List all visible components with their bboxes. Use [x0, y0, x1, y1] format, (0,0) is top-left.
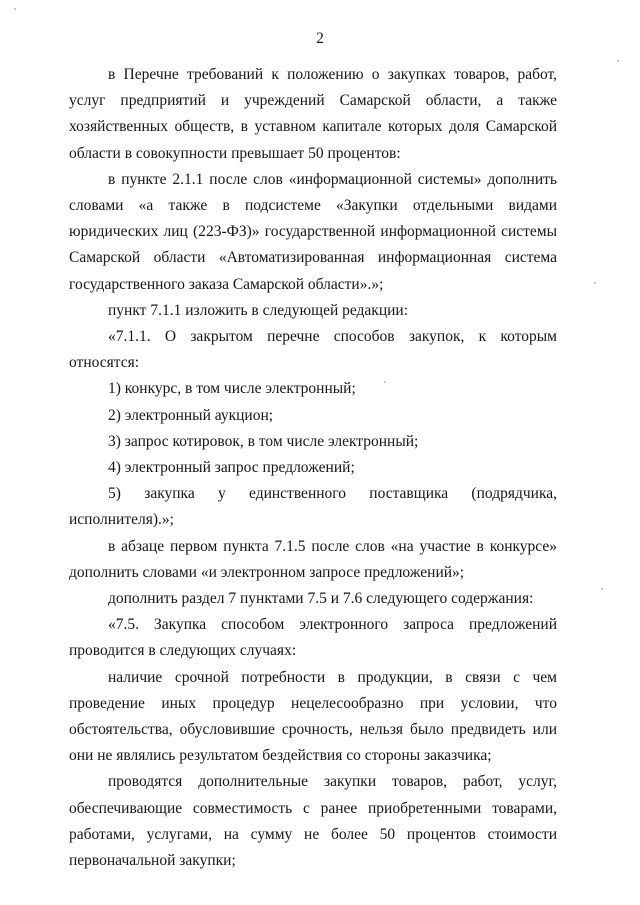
list-item-2: 2) электронный аукцион; — [108, 406, 274, 424]
document-body — [69, 62, 557, 874]
paragraph-clause-2-1-1: в пункте 2.1.1 после слов «информационной системы» дополнить словами «а также в подсистеме «Закупки отдельными видами юридических лиц (223-ФЗ)» государственной информационной системы Самарской области «Автоматизированная информационная система государственного заказа Самарской области».»; — [69, 170, 557, 293]
paragraph-urgent-need: наличие срочной потребности в продукции, в связи с чем проведение иных процедур нецелесообразно при условии, что обстоятельства, обусловившие срочность, нельзя было предвидеть или они не являлись результатом бездействия со стороны заказчика; — [69, 668, 557, 765]
paragraph-additional-purchases: проводятся дополнительные закупки товаров, работ, услуг, обеспечивающие совместимость с ранее приобретенными товарами, работами, услугами, на сумму не более 50 процентов стоимости первоначальной закупки; — [69, 773, 557, 870]
list-item-4: 4) электронный запрос предложений; — [108, 459, 355, 477]
paragraph-section-7-addition: дополнить раздел 7 пунктами 7.5 и 7.6 следующего содержания: — [108, 590, 534, 608]
list-item-1: 1) конкурс, в том числе электронный; — [108, 380, 356, 398]
scan-speck — [594, 282, 596, 284]
scan-speck — [601, 588, 603, 590]
paragraph-requirements-list: в Перечне требований к положению о закупках товаров, работ, услуг предприятий и учреждений Самарской области, а также хозяйственных обществ, в уставном капитале которых доля Самарской области в совокупности превышает 50 процентов: — [69, 66, 557, 162]
list-item-3: 3) запрос котировок, в том числе электронный; — [108, 432, 419, 450]
paragraph-clause-7-1-5: в абзаце первом пункта 7.1.5 после слов «на участие в конкурсе» дополнить словами «и электронном запросе предложений»; — [69, 537, 557, 581]
scan-speck — [384, 381, 386, 383]
scan-speck — [617, 60, 619, 62]
scan-speck — [14, 8, 16, 10]
paragraph-clause-7-5: «7.5. Закупка способом электронного запроса предложений проводится в следующих случаях: — [69, 616, 557, 660]
list-item-5: 5) закупка у единственного поставщика (подрядчика, исполнителя).»; — [69, 485, 557, 529]
paragraph-clause-7-1-1-intro: пункт 7.1.1 изложить в следующей редакции: — [108, 301, 409, 319]
page-number: 2 — [316, 30, 324, 47]
paragraph-clause-7-1-1-text: «7.1.1. О закрытом перечне способов закупок, к которым относятся: — [69, 328, 557, 372]
